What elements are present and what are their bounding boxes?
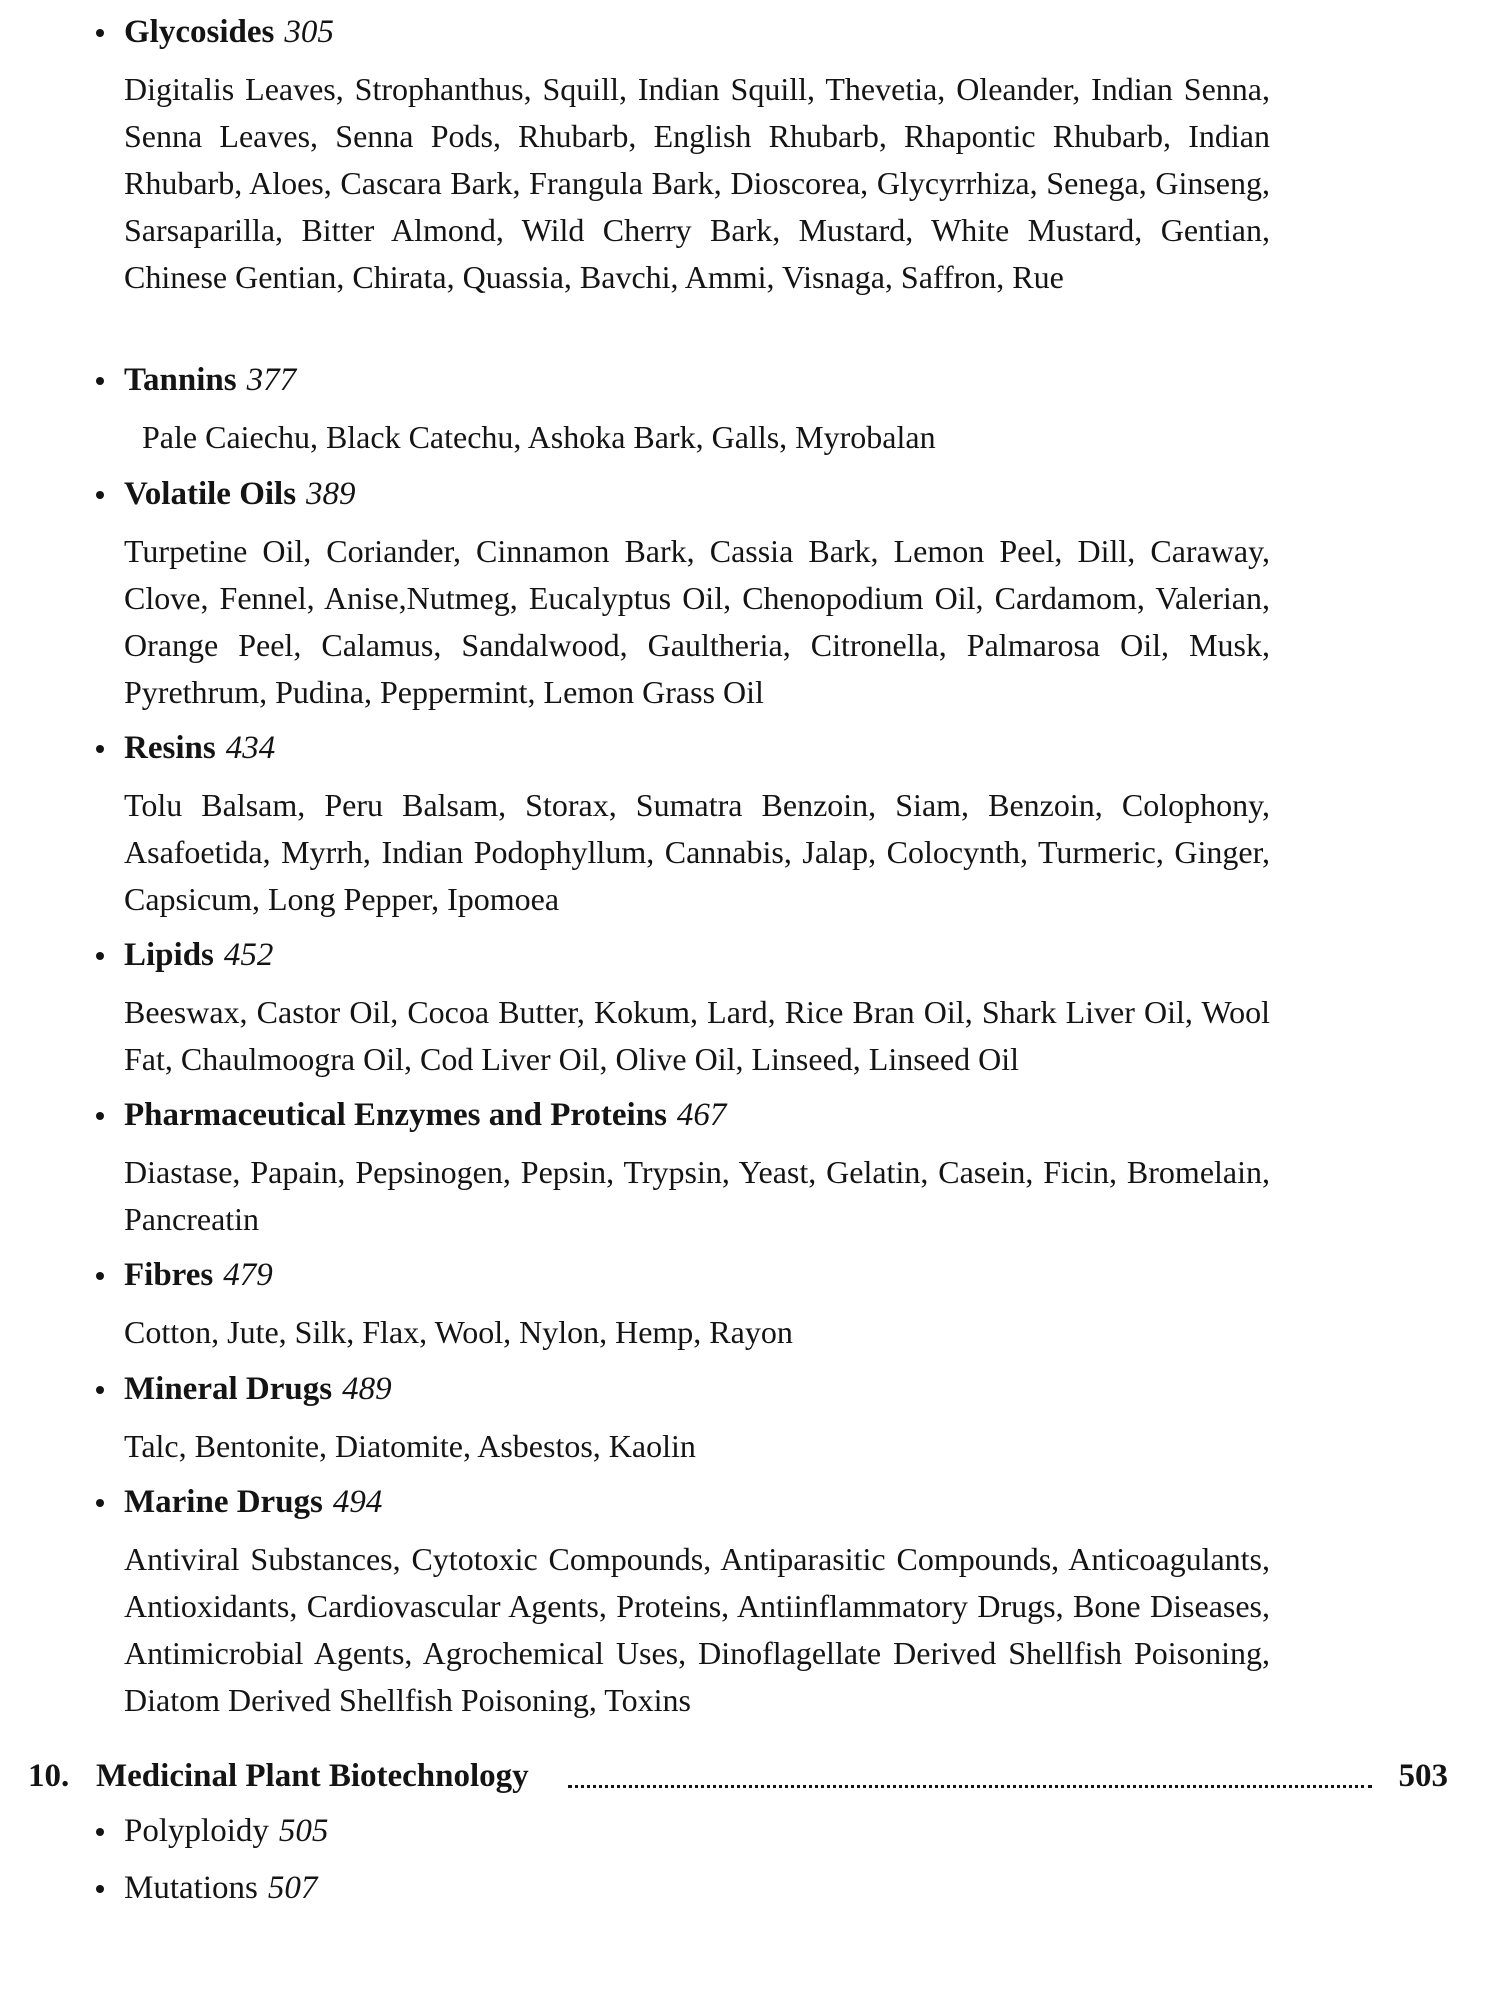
bullet-icon	[96, 491, 104, 499]
section-page-number: 434	[225, 730, 276, 766]
section-heading	[96, 1255, 1276, 1295]
section-items: Pale Caiechu, Black Catechu, Ashoka Bark, Galls, Myrobalan	[142, 419, 936, 455]
section-page-number: 494	[332, 1484, 383, 1520]
section-items: Diastase, Papain, Pepsinogen, Pepsin, Trypsin, Yeast, Gelatin, Casein, Ficin, Bromelain, Pancreatin	[124, 1154, 1270, 1237]
bullet-icon	[96, 1386, 104, 1394]
section-items: Talc, Bentonite, Diatomite, Asbestos, Kaolin	[124, 1428, 696, 1464]
section-items: Tolu Balsam, Peru Balsam, Storax, Sumatra Benzoin, Siam, Benzoin, Colophony, Asafoetida, Myrrh, Indian Podophyllum, Cannabis, Jalap, Colocynth, Turmeric, Ginger, Capsicum, Long Pepper, Ipomoea	[124, 787, 1270, 917]
chapter-title: Medicinal Plant Biotechnology	[96, 1754, 533, 1798]
section-heading	[96, 12, 1276, 52]
section-title: Fibres	[124, 1257, 214, 1293]
section-heading	[96, 1811, 1276, 1851]
section-heading	[96, 1482, 1276, 1522]
section-heading	[96, 1095, 1276, 1135]
section-title: Tannins	[124, 362, 237, 398]
bullet-icon	[96, 1499, 104, 1507]
bullet-icon	[96, 1112, 104, 1120]
section-items: Antiviral Substances, Cytotoxic Compounds, Antiparasitic Compounds, Anticoagulants, Antioxidants, Cardiovascular Agents, Proteins, Antiinflammatory Drugs, Bone Diseases, Antimicrobial Agents, Agrochemical Uses, Dinoflagellate Derived Shellfish Poisoning, Diatom Derived Shellfish Poisoning, Toxins	[124, 1541, 1270, 1718]
toc-subsection-polyploidy	[96, 1811, 1276, 1851]
bullet-icon	[96, 1885, 104, 1893]
section-heading	[96, 728, 1276, 768]
bullet-icon	[96, 29, 104, 37]
toc-subsection-mutations	[96, 1868, 1276, 1908]
section-heading	[96, 1868, 1276, 1908]
toc-section-mineral-drugs	[96, 1369, 1276, 1470]
bullet-icon	[96, 745, 104, 753]
section-title: Polyploidy	[124, 1813, 269, 1849]
section-page-number: 489	[342, 1371, 392, 1407]
section-items: Digitalis Leaves, Strophanthus, Squill, Indian Squill, Thevetia, Oleander, Indian Senna, Senna Leaves, Senna Pods, Rhubarb, English Rhubarb, Rhapontic Rhubarb, Indian Rhubarb, Aloes, Cascara Bark, Frangula Bark, Dioscorea, Glycyrrhiza, Senega, Ginseng, Sarsaparilla, Bitter Almond, Wild Cherry Bark, Mustard, White Mustard, Gentian, Chinese Gentian, Chirata, Quassia, Bavchi, Ammi, Visnaga, Saffron, Rue	[124, 71, 1270, 295]
toc-section-lipids	[96, 935, 1276, 1083]
section-title: Mineral Drugs	[124, 1371, 333, 1407]
section-page-number: 377	[246, 362, 297, 398]
section-heading	[96, 935, 1276, 975]
chapter-number: 10.	[28, 1758, 70, 1794]
toc-section-marine-drugs	[96, 1482, 1276, 1724]
toc-section-enzymes-proteins	[96, 1095, 1276, 1243]
chapter-heading	[28, 1754, 1448, 1798]
section-title: Pharmaceutical Enzymes and Proteins	[124, 1097, 667, 1133]
toc-section-volatile-oils	[96, 474, 1276, 716]
section-page-number: 389	[306, 476, 356, 512]
section-title: Glycosides	[124, 14, 275, 50]
section-items: Beeswax, Castor Oil, Cocoa Butter, Kokum, Lard, Rice Bran Oil, Shark Liver Oil, Wool Fat, Chaulmoogra Oil, Cod Liver Oil, Olive Oil, Linseed, Linseed Oil	[124, 994, 1270, 1077]
section-title: Volatile Oils	[124, 476, 297, 512]
toc-section-fibres	[96, 1255, 1276, 1356]
bullet-icon	[96, 377, 104, 385]
section-title: Lipids	[124, 937, 214, 973]
section-title: Mutations	[124, 1870, 258, 1906]
section-title: Marine Drugs	[124, 1484, 323, 1520]
toc-section-resins	[96, 728, 1276, 923]
bullet-icon	[96, 1272, 104, 1280]
toc-section-tannins	[96, 360, 1276, 461]
toc-section-glycosides	[96, 12, 1276, 301]
section-page-number: 507	[267, 1870, 318, 1906]
section-items: Cotton, Jute, Silk, Flax, Wool, Nylon, Hemp, Rayon	[124, 1314, 793, 1350]
section-heading	[96, 1369, 1276, 1409]
bullet-icon	[96, 952, 104, 960]
bullet-icon	[96, 1828, 104, 1836]
leader-dots	[568, 1785, 1372, 1788]
section-page-number: 467	[676, 1097, 727, 1133]
section-heading	[96, 360, 1276, 400]
section-heading	[96, 474, 1276, 514]
section-items: Turpetine Oil, Coriander, Cinnamon Bark, Cassia Bark, Lemon Peel, Dill, Caraway, Clove, Fennel, Anise,Nutmeg, Eucalyptus Oil, Chenopodium Oil, Cardamom, Valerian, Orange Peel, Calamus, Sandalwood, Gaultheria, Citronella, Palmarosa Oil, Musk, Pyrethrum, Pudina, Peppermint, Lemon Grass Oil	[124, 533, 1270, 710]
section-title: Resins	[124, 730, 216, 766]
section-page-number: 505	[278, 1813, 329, 1849]
section-page-number: 479	[223, 1257, 273, 1293]
section-page-number: 305	[284, 14, 334, 50]
chapter-page-number: 503	[1391, 1754, 1449, 1798]
section-page-number: 452	[223, 937, 274, 973]
